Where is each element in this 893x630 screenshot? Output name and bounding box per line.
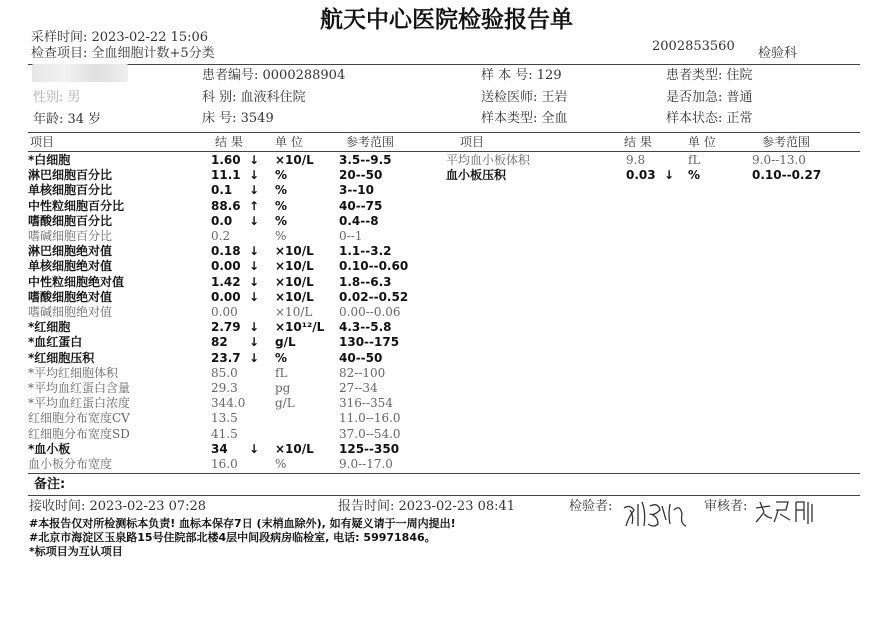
column-header-unit-2: 单 位 — [688, 135, 716, 149]
test-name: *红细胞压积 — [28, 350, 95, 365]
test-result: 0.00 — [211, 289, 241, 304]
column-header-ref: 参考范围 — [346, 135, 395, 149]
reference-range: 82--100 — [339, 365, 386, 380]
table-bottom-divider — [28, 473, 860, 474]
test-result: 1.42 — [211, 274, 241, 289]
table-row — [0, 183, 893, 198]
test-result: 11.1 — [211, 168, 241, 183]
column-header-result: 结 果 — [215, 135, 243, 149]
sample-time: 采样时间: 2023-02-22 15:06 — [31, 30, 209, 45]
note-mutual-recognition: *标项目为互认项目 — [29, 545, 123, 558]
test-unit: % — [275, 198, 288, 213]
table-top-divider — [28, 132, 860, 133]
urgent-flag: 是否加急: 普通 — [666, 90, 753, 105]
test-name: *血小板 — [28, 441, 71, 456]
test-name: 平均血小板体积 — [446, 153, 531, 167]
report-title: 航天中心医院检验报告单 — [320, 7, 573, 33]
table-row — [0, 320, 893, 335]
test-result: 0.18 — [211, 244, 241, 259]
reference-range: 3--10 — [339, 183, 375, 198]
test-result: 0.2 — [211, 229, 231, 243]
test-unit: ×10/L — [275, 153, 314, 167]
test-name: *白细胞 — [28, 153, 71, 167]
abnormal-flag: ↓ — [249, 168, 260, 183]
abnormal-flag: ↓ — [249, 153, 260, 167]
reference-range: 130--175 — [339, 335, 400, 350]
test-result: 41.5 — [211, 426, 238, 441]
reference-range: 0.4--8 — [339, 213, 379, 228]
abnormal-flag: ↓ — [664, 168, 675, 183]
table-row — [0, 290, 893, 305]
test-unit: ×10/L — [275, 274, 314, 289]
patient-bed: 床 号: 3549 — [202, 111, 274, 126]
test-name: 红细胞分布宽度SD — [28, 426, 130, 441]
test-name: 红细胞分布宽度CV — [28, 411, 130, 426]
table-row — [0, 168, 893, 183]
test-name: *红细胞 — [28, 320, 71, 335]
column-header-divider — [28, 151, 860, 152]
test-unit: % — [275, 183, 288, 198]
reference-range: 11.0--16.0 — [339, 411, 401, 426]
test-unit: % — [688, 168, 701, 183]
abnormal-flag: ↓ — [249, 244, 260, 259]
reference-range: 0.10--0.60 — [339, 259, 409, 274]
test-unit: fL — [275, 365, 288, 380]
test-result: 0.00 — [211, 259, 241, 274]
reference-range: 37.0--54.0 — [339, 426, 401, 441]
table-row — [0, 457, 893, 472]
test-name: 嗜碱细胞百分比 — [28, 229, 113, 243]
table-row — [0, 214, 893, 229]
note-address: #北京市海淀区玉泉路15号住院部北楼4层中间段病房临检室, 电话: 59971846。 — [29, 531, 436, 544]
department-label: 检验科 — [758, 46, 798, 61]
test-unit: ×10/L — [275, 289, 314, 304]
test-unit: % — [275, 213, 288, 228]
test-result: 0.00 — [211, 305, 238, 319]
test-result: 23.7 — [211, 350, 241, 365]
reference-range: 4.3--5.8 — [339, 320, 392, 335]
test-unit: g/L — [275, 396, 295, 411]
reference-range: 9.0--17.0 — [339, 457, 393, 471]
table-row — [0, 381, 893, 396]
test-name: *平均血红蛋白含量 — [28, 381, 131, 395]
test-result: 13.5 — [211, 411, 238, 426]
reference-range: 3.5--9.5 — [339, 153, 392, 167]
abnormal-flag: ↓ — [249, 350, 260, 365]
test-name: 嗜酸细胞百分比 — [28, 213, 113, 228]
test-result: 0.03 — [626, 168, 656, 183]
test-unit: ×10/L — [275, 441, 314, 456]
test-result: 0.1 — [211, 183, 233, 198]
test-result: 0.0 — [211, 213, 233, 228]
test-result: 344.0 — [211, 396, 246, 411]
reference-range: 27--34 — [339, 381, 378, 395]
test-name: 单核细胞绝对值 — [28, 259, 113, 274]
redacted-name — [32, 64, 128, 82]
test-unit: ×10¹²/L — [275, 320, 325, 335]
patient-sex: 性别: 男 — [33, 90, 81, 105]
test-unit: ×10/L — [275, 244, 314, 259]
table-row — [0, 427, 893, 442]
reference-range: 0.02--0.52 — [339, 289, 409, 304]
reference-range: 40--75 — [339, 198, 383, 213]
test-result: 85.0 — [211, 365, 238, 380]
patient-type: 患者类型: 住院 — [666, 68, 753, 83]
patient-department: 科 别: 血液科住院 — [202, 90, 306, 105]
test-result: 9.8 — [626, 153, 646, 167]
column-header-ref-2: 参考范围 — [762, 135, 811, 149]
patient-id: 患者编号: 0000288904 — [202, 68, 346, 83]
test-unit: % — [275, 350, 288, 365]
test-name: 血小板压积 — [446, 168, 507, 183]
table-row — [0, 275, 893, 290]
column-header-item: 项目 — [30, 135, 55, 149]
abnormal-flag: ↓ — [249, 213, 260, 228]
examiner-signature — [618, 496, 692, 532]
reference-range: 125--350 — [339, 441, 400, 456]
test-unit: ×10/L — [275, 305, 313, 319]
test-unit: % — [275, 168, 288, 183]
test-unit: ×10/L — [275, 259, 314, 274]
abnormal-flag: ↓ — [249, 289, 260, 304]
test-name: *平均血红蛋白浓度 — [28, 396, 131, 411]
test-result: 1.60 — [211, 153, 241, 167]
remark-divider — [28, 495, 860, 496]
table-row — [0, 366, 893, 381]
reference-range: 0.00--0.06 — [339, 305, 401, 319]
test-result: 16.0 — [211, 457, 238, 471]
test-result: 2.79 — [211, 320, 241, 335]
test-name: 中性粒细胞绝对值 — [28, 274, 125, 289]
reference-range: 9.0--13.0 — [752, 153, 806, 167]
reviewer-signature — [752, 496, 816, 528]
reference-range: 1.1--3.2 — [339, 244, 392, 259]
test-name: 淋巴细胞绝对值 — [28, 244, 113, 259]
abnormal-flag: ↑ — [249, 198, 260, 213]
test-unit: % — [275, 229, 287, 243]
table-row — [0, 351, 893, 366]
abnormal-flag: ↓ — [249, 259, 260, 274]
table-row — [0, 199, 893, 214]
patient-age: 年龄: 34 岁 — [33, 112, 102, 127]
sample-status: 样本状态: 正常 — [666, 111, 753, 126]
table-row — [0, 442, 893, 457]
table-row — [0, 396, 893, 411]
test-name: 淋巴细胞百分比 — [28, 168, 113, 183]
test-name: *血红蛋白 — [28, 335, 83, 350]
barcode-number: 2002853560 — [652, 39, 735, 54]
column-header-unit: 单 位 — [275, 135, 303, 149]
test-unit: fL — [688, 153, 701, 167]
reference-range: 316--354 — [339, 396, 393, 411]
header-divider — [28, 64, 860, 65]
examiner-label: 检验者: — [569, 499, 613, 514]
reference-range: 0--1 — [339, 229, 363, 243]
table-row — [0, 335, 893, 350]
remark-label: 备注: — [34, 477, 66, 492]
reference-range: 0.10--0.27 — [752, 168, 822, 183]
requesting-doctor: 送检医师: 王岩 — [481, 90, 568, 105]
table-row — [0, 153, 893, 168]
column-header-item-2: 项目 — [460, 135, 485, 149]
test-result: 88.6 — [211, 198, 241, 213]
test-unit: g/L — [275, 335, 296, 350]
abnormal-flag: ↓ — [249, 320, 260, 335]
test-name: 单核细胞百分比 — [28, 183, 113, 198]
test-name: 嗜酸细胞绝对值 — [28, 289, 113, 304]
test-unit: pg — [275, 381, 291, 395]
abnormal-flag: ↓ — [249, 183, 260, 198]
test-name: 中性粒细胞百分比 — [28, 198, 125, 213]
test-result: 29.3 — [211, 381, 238, 395]
table-row — [0, 259, 893, 274]
test-name: 嗜碱细胞绝对值 — [28, 305, 113, 319]
table-row — [0, 305, 893, 320]
reference-range: 40--50 — [339, 350, 383, 365]
reference-range: 20--50 — [339, 168, 383, 183]
test-name: 血小板分布宽度 — [28, 457, 113, 471]
report-time: 报告时间: 2023-02-23 08:41 — [338, 499, 516, 514]
test-item: 检查项目: 全血细胞计数+5分类 — [31, 46, 215, 61]
abnormal-flag: ↓ — [249, 441, 260, 456]
sample-number: 样 本 号: 129 — [481, 68, 562, 83]
abnormal-flag: ↓ — [249, 274, 260, 289]
column-header-result-2: 结 果 — [624, 135, 652, 149]
table-row — [0, 229, 893, 244]
receive-time: 接收时间: 2023-02-23 07:28 — [29, 499, 207, 514]
reference-range: 1.8--6.3 — [339, 274, 392, 289]
note-disclaimer: #本报告仅对所检测标本负责! 血标本保存7日 (末梢血除外), 如有疑义请于一周内提出! — [29, 517, 456, 530]
test-result: 82 — [211, 335, 228, 350]
test-unit: % — [275, 457, 287, 471]
table-row — [0, 411, 893, 426]
test-result: 34 — [211, 441, 228, 456]
sample-type: 样本类型: 全血 — [481, 111, 568, 126]
abnormal-flag: ↓ — [249, 335, 260, 350]
table-row — [0, 244, 893, 259]
reviewer-label: 审核者: — [704, 499, 748, 514]
test-name: *平均红细胞体积 — [28, 365, 119, 380]
